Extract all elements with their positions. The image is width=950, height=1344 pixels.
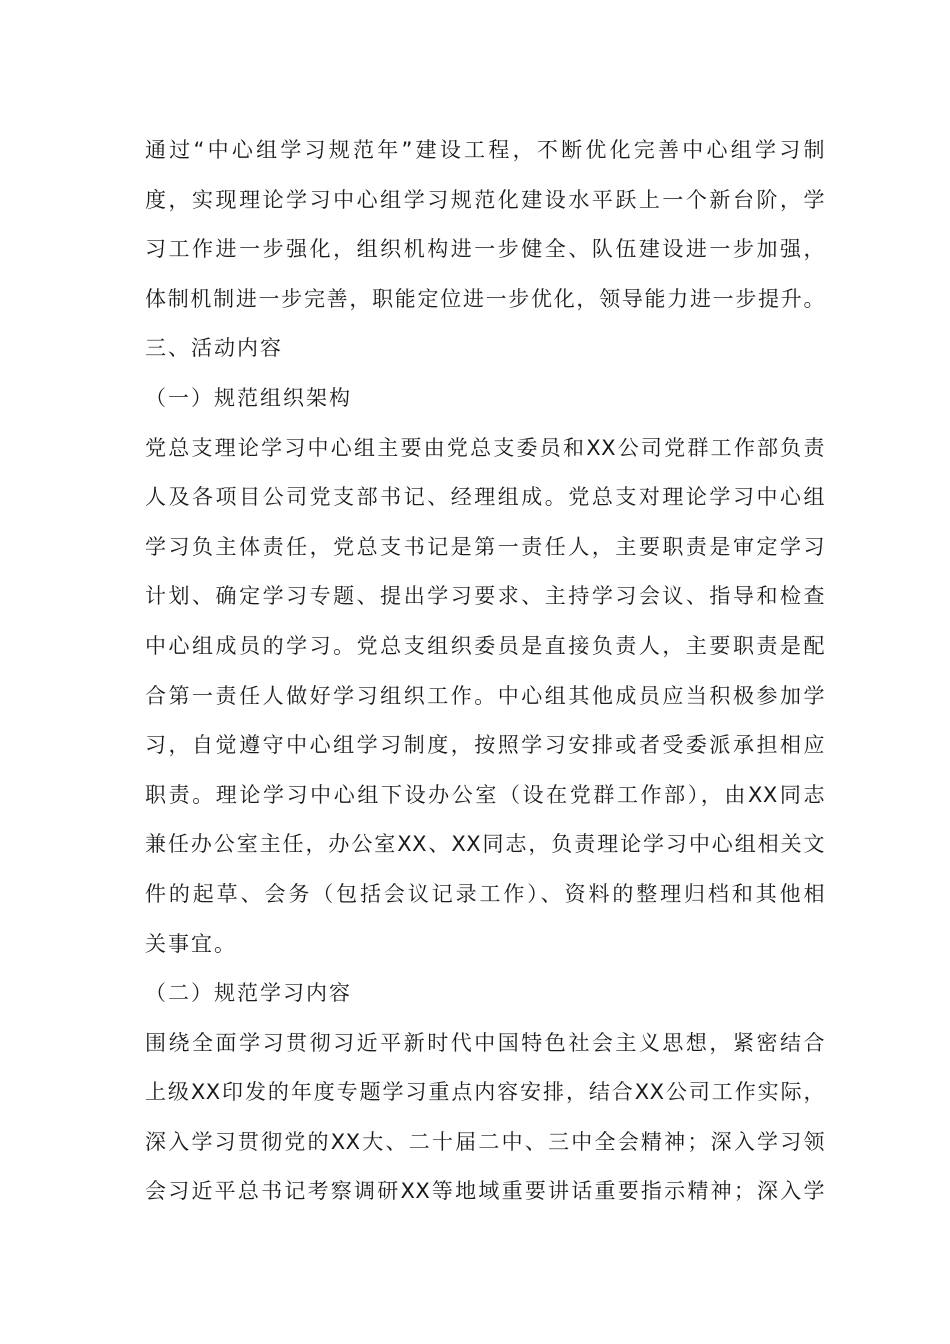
- paragraph-line: 人及各项目公司党支部书记、经理组成。党总支对理论学习中心组: [145, 485, 825, 510]
- paragraph-line: 件的起草、会务（包括会议记录工作）、资料的整理归档和其他相: [145, 881, 825, 906]
- paragraph-line: 深入学习贯彻党的XX大、二十届二中、三中全会精神；深入学习领: [145, 1129, 825, 1154]
- paragraph-line: 兼任办公室主任，办公室XX、XX同志，负责理论学习中心组相关文: [145, 832, 825, 857]
- paragraph-line: 通过“中心组学习规范年”建设工程，不断优化完善中心组学习制: [145, 138, 825, 162]
- paragraph-line: 围绕全面学习贯彻习近平新时代中国特色社会主义思想，紧密结合: [145, 1030, 825, 1055]
- subsection-heading: （一）规范组织架构: [145, 385, 352, 410]
- paragraph-line: 会习近平总书记考察调研XX等地域重要讲话重要指示精神；深入学: [145, 1179, 825, 1204]
- subsection-heading: （二）规范学习内容: [145, 981, 352, 1006]
- paragraph-line: 计划、确定学习专题、提出学习要求、主持学习会议、指导和检查: [145, 584, 825, 609]
- paragraph-line: 中心组成员的学习。党总支组织委员是直接负责人，主要职责是配: [145, 633, 825, 658]
- paragraph-line: 体制机制进一步完善，职能定位进一步优化，领导能力进一步提升。: [145, 286, 825, 311]
- paragraph-line: 习工作进一步强化，组织机构进一步健全、队伍建设进一步加强，: [145, 237, 825, 262]
- paragraph-line: 习，自觉遵守中心组学习制度，按照学习安排或者受委派承担相应: [145, 733, 825, 758]
- paragraph-line: 党总支理论学习中心组主要由党总支委员和XX公司党群工作部负责: [145, 435, 825, 460]
- paragraph-line: 学习负主体责任，党总支书记是第一责任人，主要职责是审定学习: [145, 534, 825, 559]
- section-heading: 三、活动内容: [145, 336, 283, 361]
- document-body: [145, 126, 825, 1217]
- paragraph-line: 上级XX印发的年度专题学习重点内容安排，结合XX公司工作实际，: [145, 1080, 825, 1105]
- paragraph-last-line: 关事宜。: [145, 931, 237, 956]
- paragraph-line: 度，实现理论学习中心组学习规范化建设水平跃上一个新台阶，学: [145, 187, 825, 212]
- paragraph-line: 合第一责任人做好学习组织工作。中心组其他成员应当积极参加学: [145, 683, 825, 708]
- paragraph-line: 职责。理论学习中心组下设办公室（设在党群工作部），由XX同志: [145, 782, 825, 807]
